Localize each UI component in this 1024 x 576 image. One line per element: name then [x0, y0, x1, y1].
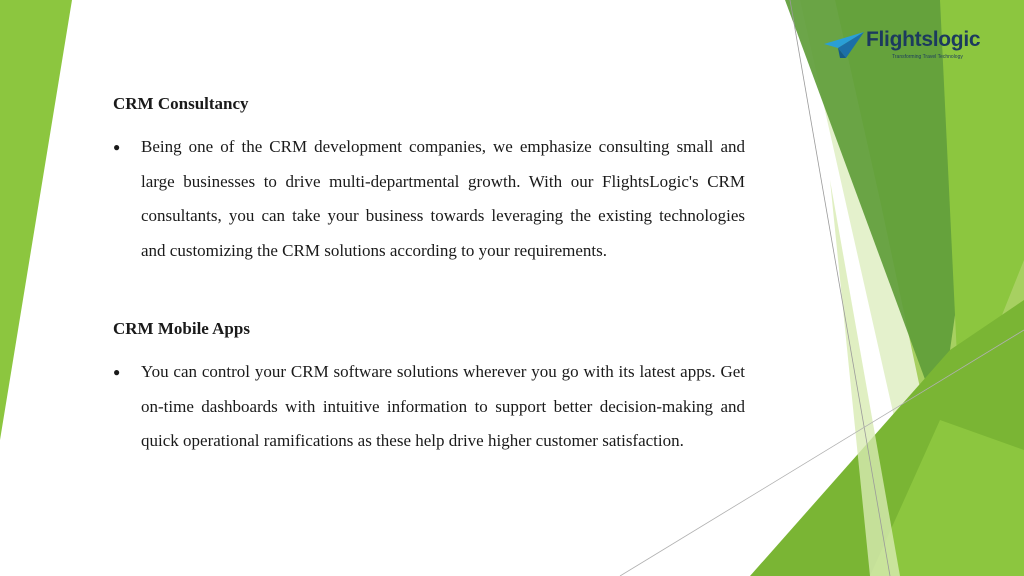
logo-tagline: Transforming Travel Technology — [892, 54, 963, 60]
flightslogic-logo — [824, 28, 984, 64]
paper-plane-icon — [824, 32, 864, 58]
bullet-item-crm-consultancy — [113, 130, 745, 268]
bullet-dot: ● — [113, 365, 121, 379]
bullet-text: You can control your CRM software solutions wherever you go with its latest apps. Get on-time dashboards with intuitive information to support better decision-making and quick operational ramifications as these help drive higher customer satisfaction. — [141, 362, 745, 450]
bullet-dot: ● — [113, 140, 121, 154]
bullet-item-crm-mobile-apps — [113, 355, 745, 459]
bullet-text: Being one of the CRM development companies, we emphasize consulting small and large businesses to drive multi-departmental growth. With our FlightsLogic's CRM consultants, you can take your business towards leveraging the existing technologies and customizing the CRM solutions according to your requirements. — [141, 137, 745, 260]
section-heading-crm-mobile-apps: CRM Mobile Apps — [113, 319, 250, 338]
left-green-stripe — [0, 0, 72, 440]
section-heading-crm-consultancy: CRM Consultancy — [113, 94, 249, 113]
logo-name: Flightslogic — [866, 28, 981, 51]
